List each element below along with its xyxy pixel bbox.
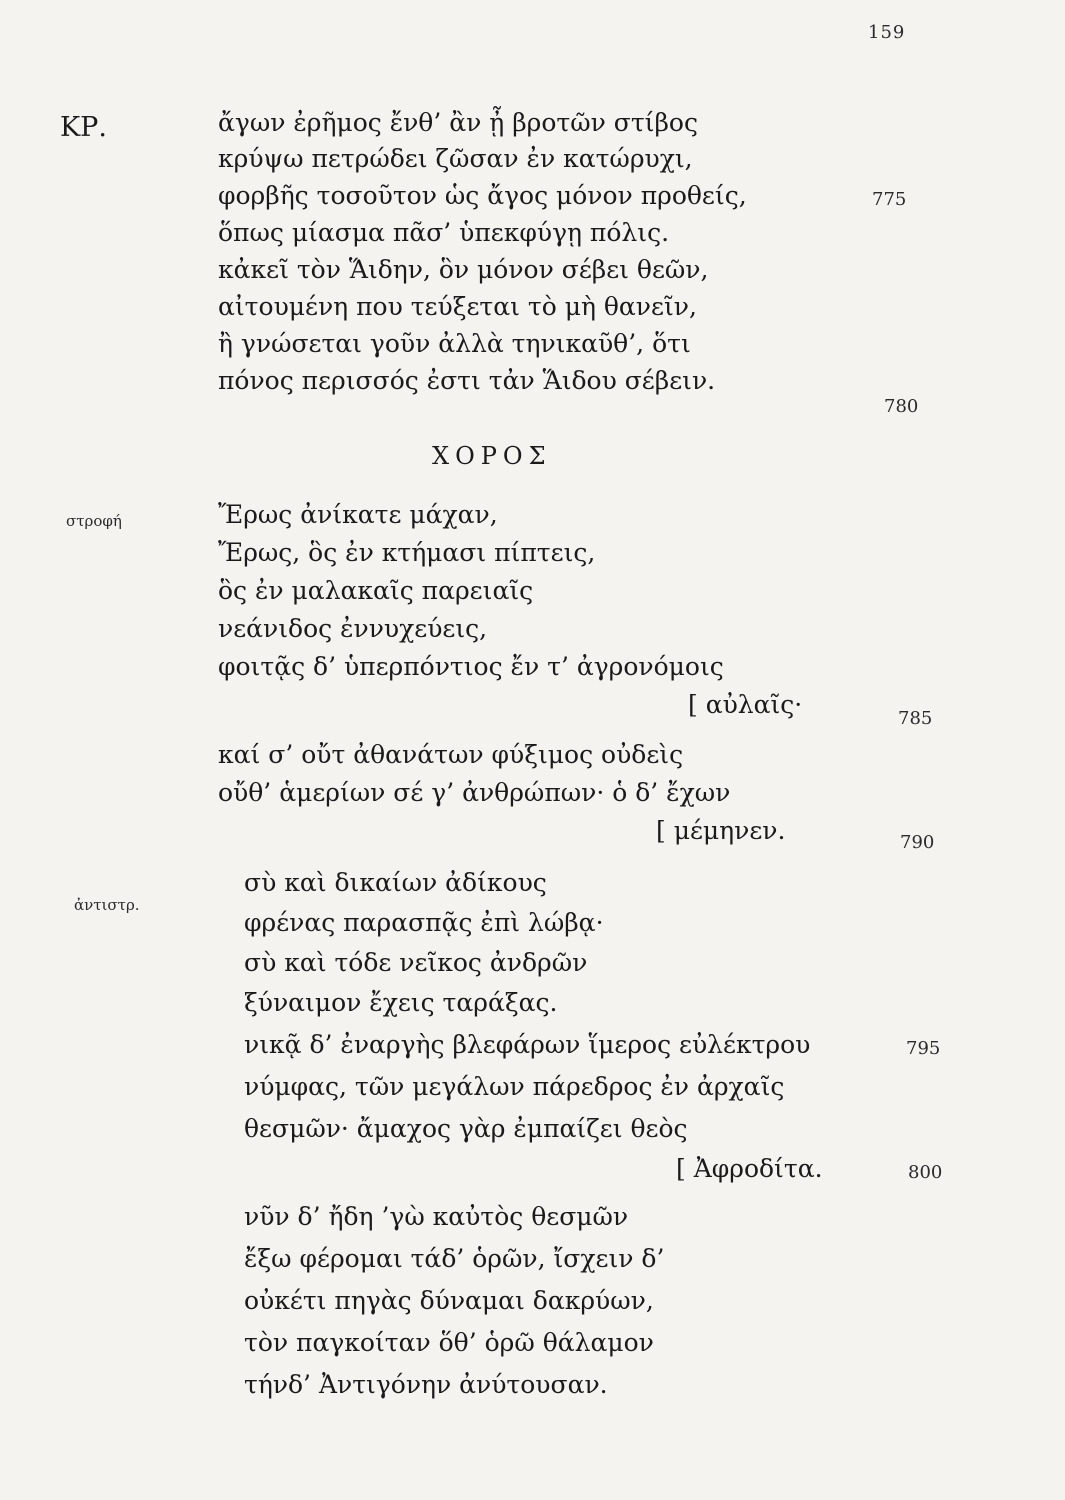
antistrophe-label: ἀντιστρ. [74,896,140,914]
verse-line: τὸν παγκοίταν ὅθ’ ὁρῶ θάλαμον [244,1328,654,1357]
verse-line: νικᾷ δ’ ἐναργὴς βλεφάρων ἵμερος εὐλέκτρου [244,1030,811,1059]
verse-line: φρένας παρασπᾷς ἐπὶ λώβᾳ· [244,908,604,937]
verse-line: οὐκέτι πηγὰς δύναμαι δακρύων, [244,1286,654,1315]
verse-line: αἰτουμένη που τεύξεται τὸ μὴ θανεῖν, [218,292,697,321]
verse-line: Ἔρως, ὃς ἐν κτήμασι πίπτεις, [218,538,596,567]
verse-line: [ Ἀφροδίτα. [676,1154,823,1183]
verse-line: οὔθ’ ἁμερίων σέ γ’ ἀνθρώπων· ὁ δ’ ἔχων [218,778,731,807]
verse-line: καί σ’ οὔτ ἀθανάτων φύξιμος οὐδεὶς [218,740,684,769]
strophe-label: στροφή [66,512,122,530]
verse-line: νῦν δ’ ἤδη ’γὼ καὐτὸς θεσμῶν [244,1202,629,1231]
verse-line: ξύναιμον ἔχεις ταράξας. [244,988,558,1017]
line-number: 790 [900,832,935,853]
line-number: 775 [872,189,907,210]
verse-line: κρύψω πετρώδει ζῶσαν ἐν κατώρυχι, [218,144,693,173]
chorus-heading: ΧΟΡΟΣ [432,442,552,470]
verse-line: φορβῆς τοσοῦτον ὡς ἄγος μόνον προθείς, [218,181,747,210]
verse-line: νύμφας, τῶν μεγάλων πάρεδρος ἐν ἀρχαῖς [244,1072,785,1101]
verse-line: τήνδ’ Ἀντιγόνην ἀνύτουσαν. [244,1370,608,1399]
verse-line: ἄγων ἐρῆμος ἔνθ’ ἂν ᾖ βροτῶν στίβος [218,108,698,137]
verse-line: νεάνιδος ἐννυχεύεις, [218,614,488,643]
verse-line: [ μέμηνεν. [656,816,786,845]
verse-line: φοιτᾷς δ’ ὑπερπόντιος ἔν τ’ ἀγρονόμοις [218,652,724,681]
verse-line: ὅπως μίασμα πᾶσ’ ὑπεκφύγῃ πόλις. [218,218,670,247]
verse-line: σὺ καὶ δικαίων ἀδίκους [244,868,547,897]
page-number: 159 [868,22,906,43]
verse-line: ὃς ἐν μαλακαῖς παρειαῖς [218,576,534,605]
line-number: 785 [898,708,933,729]
verse-line: σὺ καὶ τόδε νεῖκος ἀνδρῶν [244,948,588,977]
line-number: 800 [908,1162,943,1183]
line-number: 780 [884,396,919,417]
verse-line: θεσμῶν· ἄμαχος γὰρ ἐμπαίζει θεὸς [244,1114,688,1143]
verse-line: ἢ γνώσεται γοῦν ἀλλὰ τηνικαῦθ’, ὅτι [218,329,691,358]
verse-line: [ αὐλαῖς· [688,690,803,719]
verse-line: ἔξω φέρομαι τάδ’ ὁρῶν, ἴσχειν δ’ [244,1244,665,1273]
verse-line: πόνος περισσός ἐστι τἀν Ἅιδου σέβειν. [218,366,716,395]
verse-line: κἀκεῖ τὸν Ἅιδην, ὃν μόνον σέβει θεῶν, [218,255,709,284]
verse-line: Ἔρως ἀνίκατε μάχαν, [218,500,498,529]
speaker-label: ΚΡ. [60,112,107,143]
line-number: 795 [906,1038,941,1059]
